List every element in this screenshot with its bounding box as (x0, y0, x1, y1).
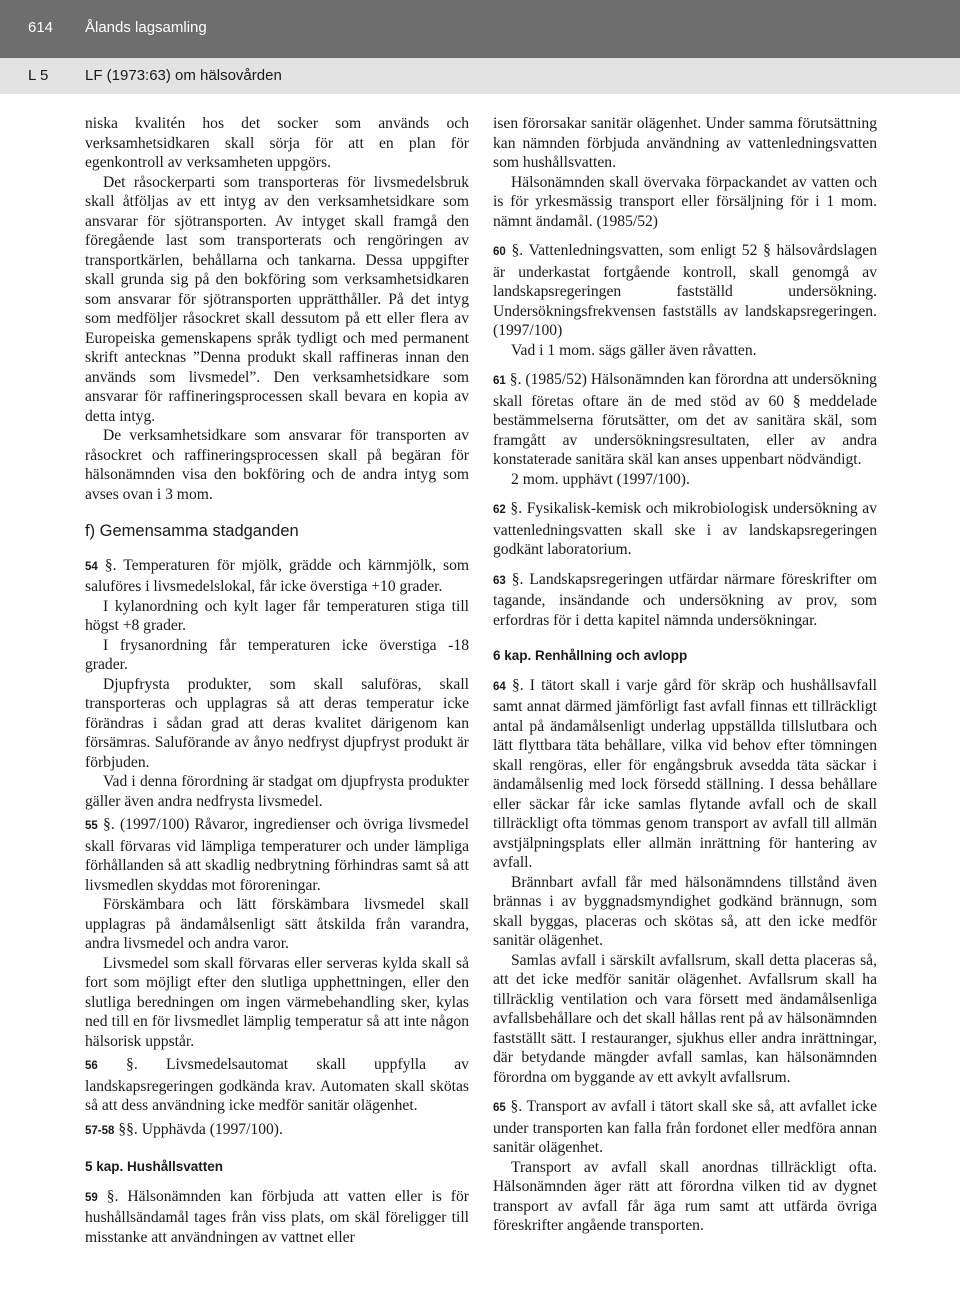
page-header-bar (0, 0, 960, 58)
section-61 (493, 370, 877, 470)
paragraph: Vad i denna förordning är stadgat om djupfrysta produkter gäller även andra nedfrysta livsmedel. (85, 773, 469, 810)
section-54 (85, 556, 469, 597)
section-57-58 (85, 1120, 469, 1142)
section-text: §§. Upphävda (1997/100). (118, 1120, 283, 1138)
section-text: §. Temperaturen för mjölk, grädde och kärnmjölk, som saluföres i livsmedelslokal, får icke överstiga +10 grader. (85, 556, 469, 595)
chapter-heading: 6 kap. Renhållning och avlopp (493, 648, 688, 663)
section-63 (493, 570, 877, 631)
law-header-bar (0, 58, 960, 94)
section-text: §. Landskapsregeringen utfärdar närmare föreskrifter om tagande, insändande och undersökning av prov, som erfordras för i detta kapitel nämnda undersökningar. (493, 570, 877, 629)
paragraph: niska kvalitén hos det socker som används och verksamhetsidkaren skall sörja för att en plan för egenkontroll av verksamheten uppgörs. (85, 115, 469, 171)
paragraph: I kylanordning och kylt lager får temperaturen stiga till högst +8 grader. (85, 597, 469, 634)
section-60 (493, 241, 877, 341)
section-number: 56 (85, 1060, 98, 1072)
left-column (85, 114, 469, 1247)
section-56 (85, 1055, 469, 1116)
right-column (493, 114, 877, 1236)
paragraph: isen förorsakar sanitär olägenhet. Under samma förutsättning kan nämnden förbjuda användning av vattenledningsvatten som hushållsvatten. (493, 115, 877, 171)
chapter-heading: 5 kap. Hushållsvatten (85, 1159, 224, 1174)
paragraph: Transport av avfall skall anordnas tillräckligt ofta. Hälsonämnden äger rätt att förordna vilken tid av dygnet transport av avfall får äga rum samt att utfärda övriga föreskrifter angående transporten. (493, 1158, 877, 1234)
section-number: 55 (85, 820, 98, 832)
paragraph: Brännbart avfall får med hälsonämndens tillstånd även brännas i av byggnadsmyndighet godkänd brännugn, som skall byggas, placeras och skötas så, att den icke medför sanitär olägenhet. (493, 873, 877, 949)
section-text: §. (1985/52) Hälsonämnden kan förordna att undersökning skall företas oftare än de med stöd av 60 § meddelade bestämmelserna förutsätter, om det av sanitära skäl, som framgått av undersökningsresultaten, eller av andra konstaterade sanitära skäl kan anses uppenbart nödvändigt. (493, 371, 877, 468)
section-55 (85, 815, 469, 895)
paragraph: 2 mom. upphävt (1997/100). (511, 470, 690, 488)
section-number: 57-58 (85, 1124, 115, 1137)
section-text: §. Livsmedelsautomat skall uppfylla av landskapsregeringen godkända krav. Automaten skall skötas så att dess användning icke medför sanitär olägenhet. (85, 1056, 469, 1114)
paragraph: Djupfrysta produkter, som skall saluföras, skall transporteras och upplagras så att deras temperatur icke förändras i sådan grad att deras kvalitet därigenom kan försämras. Saluförande av ånyo nedfryst djupfryst produkt är förbjuden. (85, 675, 469, 771)
section-text: §. I tätort skall i varje gård för skräp och hushållsavfall samt annat därmed jämförligt fast avfall finnas ett tillräckligt antal på ändamålsenligt underlag uppställda tillslutbara och lätt flyttbara täta behållare, vilka vid behov efter tömningen skall rengöras, eller för engångsbruk avsedda täta säckar i ändamålsenlig med lock försedd ställning. I dessa behållare eller säckar får icke samlas flytande avfall och de skall tillräckligt ofta tömmas genom transport av avfall till allmän avstjälpningsplats eller allmän inrättning för hantering av avfall. (493, 676, 877, 871)
section-59 (85, 1187, 469, 1248)
section-text: §. Hälsonämnden kan förbjuda att vatten eller is för hushållsändamål tages från viss plats, om skäl föreligger till misstanke att användningen av vattnet eller (85, 1187, 469, 1246)
section-text: §. Transport av avfall i tätort skall ske så, att avfallet icke under transporten kan falla från fordonet eller medföra annan sanitär olägenhet. (493, 1098, 877, 1156)
section-64 (493, 676, 877, 873)
section-number: 64 (493, 680, 506, 693)
section-number: 60 (493, 246, 506, 258)
section-65 (493, 1097, 877, 1158)
section-number: 62 (493, 504, 506, 516)
section-number: 61 (493, 375, 506, 387)
paragraph: De verksamhetsidkare som ansvarar för transporten av råsockret och raffineringsprocessen skall på begäran för hälsonämnden visa den bokföring och de andra intyg som avses ovan i 3 mom. (85, 427, 469, 503)
section-text: §. (1997/100) Råvaror, ingredienser och övriga livsmedel skall förvaras vid lämpliga temperaturer och under lämpliga förhållanden så att skadlig nedbrytning förhindras samt så att livsmedlen skyddas mot föroreningar. (85, 816, 470, 894)
paragraph: Vad i 1 mom. sägs gäller även råvatten. (511, 341, 757, 359)
paragraph: Förskämbara och lätt förskämbara livsmedel skall upplagras på ändamålsenligt sätt åtskilda från varandra, andra livsmedel och andra varor. (85, 896, 469, 952)
paragraph: Det råsockerparti som transporteras för livsmedelsbruk skall åtföljas av ett intyg av den verksamhetsidkare som ansvarar för sjötransporten. Av intyget skall framgå den föregående last som transporterats och rengöringen av transportkärlen, behållarna och tankarna. Dessa uppgifter skall grunda sig på den bokföring som verksamhetsidkaren som ansvarar för sjötransporten upprätthåller. På det intyg som medföljer råsockret skall dessutom på ett eller flera av Europeiska gemenskapens språk tydligt och med permanent skrift antecknas ”Denna produkt skall raffineras innan den används som livsmedel”. Den verksamhetsidkare som ansvarar för raffineringsprocessen skall bevara en kopia av detta intyg. (85, 173, 469, 425)
paragraph: Livsmedel som skall förvaras eller serveras kylda skall så fort som möjligt efter den slutliga upphettningen, eller den slutliga beredningen om ingen värmebehandling sker, kylas ned till en för livsmedlet lämplig temperatur så att inte någon hälsorisk uppstår. (85, 954, 469, 1050)
law-code: L 5 (28, 67, 49, 84)
collection-title: Ålands lagsamling (85, 19, 207, 36)
section-number: 65 (493, 1102, 506, 1114)
paragraph: I frysanordning får temperaturen icke överstiga -18 grader. (85, 636, 469, 673)
section-number: 63 (493, 574, 506, 587)
page-number: 614 (28, 19, 54, 36)
section-heading: f) Gemensamma stadganden (85, 522, 299, 540)
section-number: 54 (85, 560, 98, 573)
section-text: §. Vattenledningsvatten, som enligt 52 § hälsovårdslagen är underkastat fortgående kontroll, skall genomgå av landskapsregeringen fastställd undersökning. Undersökningsfrekvensen fastställs av landskapsregeringen. (1997/100) (493, 242, 877, 339)
section-text: §. Fysikalisk-kemisk och mikrobiologisk undersökning av vattenledningsvatten skall ske i av landskapsregeringen godkänt laboratorium. (493, 500, 877, 558)
section-62 (493, 499, 877, 560)
section-number: 59 (85, 1191, 98, 1204)
paragraph: Samlas avfall i särskilt avfallsrum, skall detta placeras så, att det icke medför sanitär olägenhet. Avfallsrum skall ha tillräcklig ventilation och vara försett med ändamålsenliga avfallsbehållare och det skall hållas rent på av hälsonämnden fastställt sätt. I restauranger, sjukhus eller andra inrättningar, där betydande mängder avfall samlas, kan hälsonämnden förordna om byggande av ett avkylt avfallsrum. (493, 951, 877, 1086)
law-title: LF (1973:63) om hälsovården (85, 67, 282, 84)
paragraph: Hälsonämnden skall övervaka förpackandet av vatten och is för yrkesmässig transport eller försäljning för i 1 mom. nämnt ändamål. (1985/52) (493, 173, 877, 230)
